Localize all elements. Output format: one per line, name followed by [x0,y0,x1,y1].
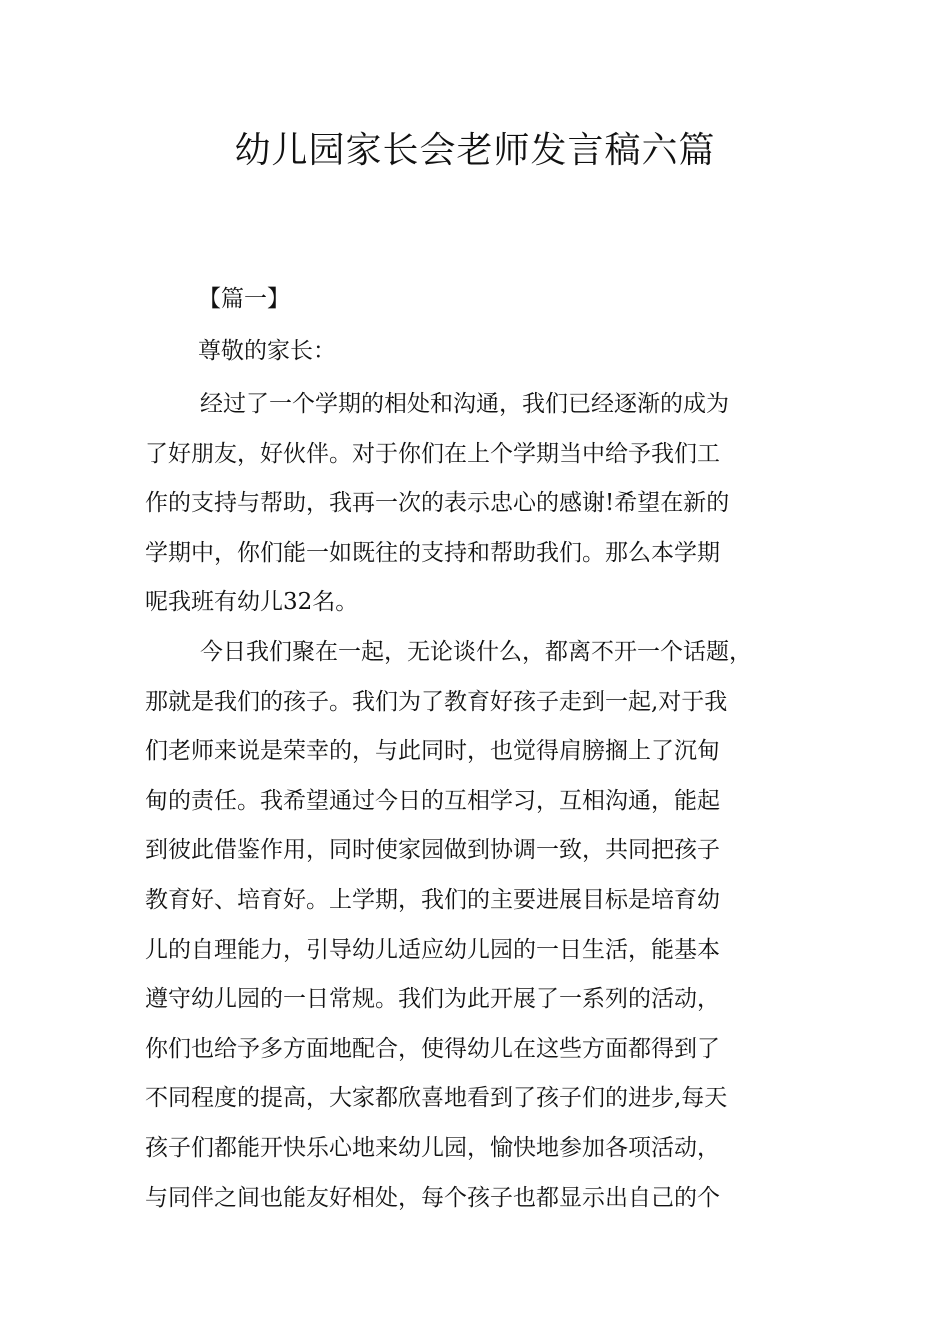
paragraph-line: 与同伴之间也能友好相处，每个孩子也都显示出自己的个 [145,1184,720,1211]
paragraph-line: 那就是我们的孩子。我们为了教育好孩子走到一起,对于我 [145,688,728,715]
paragraph-line: 经过了一个学期的相处和沟通，我们已经逐渐的成为 [200,391,729,417]
section-label: 【篇一】 [198,286,290,312]
paragraph-line: 呢我班有幼儿32名。 [145,589,359,616]
body-text [145,380,825,1223]
paragraph-line: 甸的责任。我希望通过今日的互相学习，互相沟通，能起 [145,787,720,814]
paragraph-line: 们老师来说是荣幸的，与此同时，也觉得肩膀搁上了沉甸 [145,738,720,765]
paragraph-line: 你们也给予多方面地配合，使得幼儿在这些方面都得到了 [145,1035,720,1062]
paragraph-line: 儿的自理能力，引导幼儿适应幼儿园的一日生活，能基本 [145,936,720,963]
paragraph-line: 学期中，你们能一如既往的支持和帮助我们。那么本学期 [145,539,720,566]
document-title: 幼儿园家长会老师发言稿六篇 [234,130,716,171]
paragraph-line: 遵守幼儿园的一日常规。我们为此开展了一系列的活动， [145,986,720,1013]
paragraph-line: 作的支持与帮助，我再一次的表示忠心的感谢!希望在新的 [145,490,730,517]
paragraph-line: 今日我们聚在一起，无论谈什么，都离不开一个话题， [200,638,752,665]
paragraph-line: 到彼此借鉴作用，同时使家园做到协调一致，共同把孩子 [145,837,720,864]
paragraph-line: 孩子们都能开快乐心地来幼儿园，愉快地参加各项活动， [145,1134,720,1161]
paragraph-line: 了好朋友，好伙伴。对于你们在上个学期当中给予我们工 [145,440,720,467]
paragraph-line: 不同程度的提高，大家都欣喜地看到了孩子们的进步,每天 [145,1085,728,1112]
salutation: 尊敬的家长： [198,338,336,364]
paragraph-line: 教育好、培育好。上学期，我们的主要进展目标是培育幼 [145,886,720,913]
